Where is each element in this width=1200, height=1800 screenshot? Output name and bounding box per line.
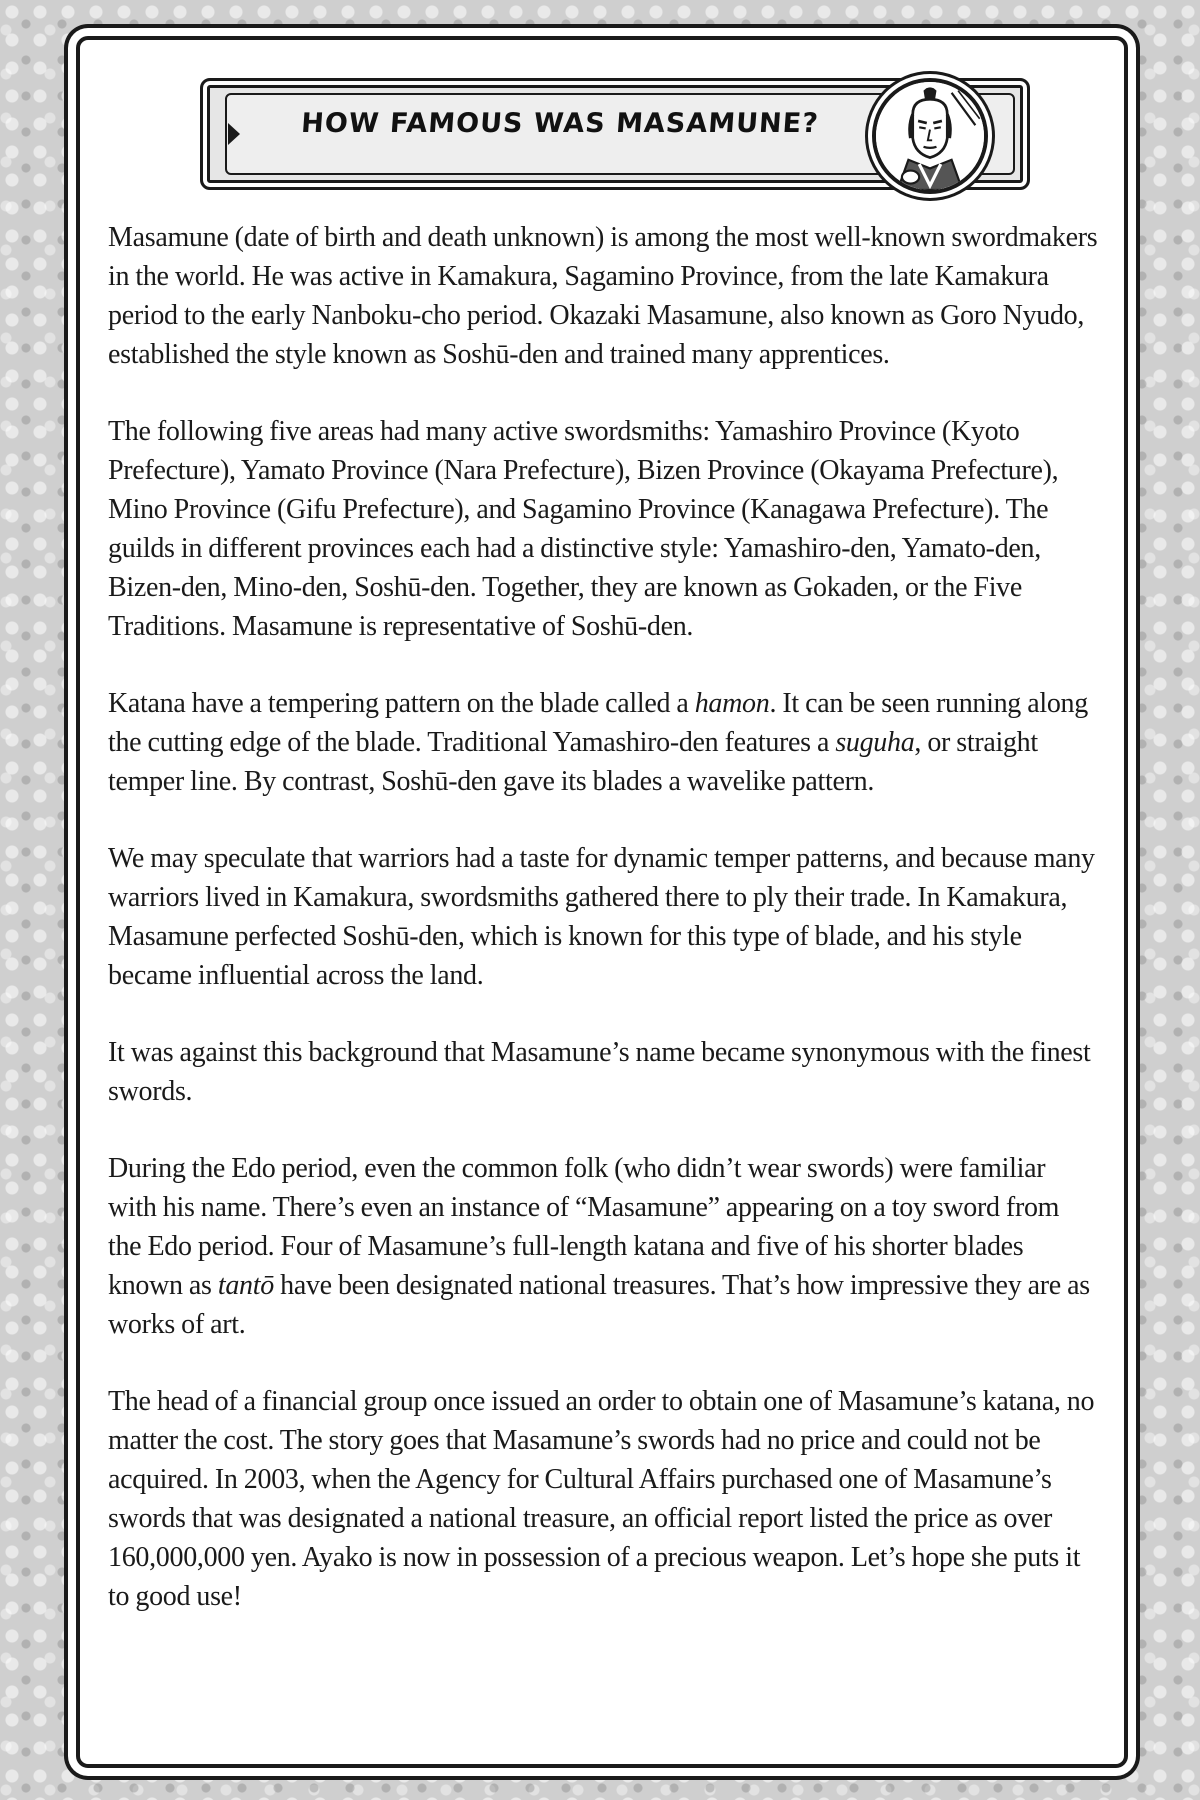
article-body [108, 218, 1098, 1654]
italic-term: tantō [217, 1270, 274, 1301]
text-segment: It was against this background that Masamune’s name became synonymous with the finest swords. [108, 1037, 1091, 1107]
text-segment: During the Edo period, even the common folk (who didn’t wear swords) were familiar with his name. There’s even an instance of “Masamune” appearing on a toy sword from the Edo period. Four of Masamune’s full-length katana and five of his shorter blades known as [108, 1153, 1060, 1301]
paragraph [108, 684, 1098, 801]
masamune-portrait-icon [872, 78, 988, 194]
text-segment: We may speculate that warriors had a taste for dynamic temper patterns, and because many warriors lived in Kamakura, swordsmiths gathered there to ply their trade. In Kamakura, Masamune perfected Soshū-den, which is known for this type of blade, and his style became influential across the land. [108, 843, 1095, 991]
italic-term: hamon [694, 688, 770, 719]
italic-term: suguha [835, 727, 915, 758]
paragraph [108, 1149, 1098, 1344]
page-title: HOW FAMOUS WAS MASAMUNE? [300, 108, 820, 139]
text-segment: Masamune (date of birth and death unknown) is among the most well-known swordmakers in the world. He was active in Kamakura, Sagamino Province, from the late Kamakura period to the early Nanboku-cho period. Okazaki Masamune, also known as Goro Nyudo, established the style known as Soshū-den and trained many apprentices. [108, 222, 1098, 370]
text-segment: . It can be seen running along the cutting edge of the blade. Traditional Yamashiro-den features a [108, 688, 1088, 758]
text-segment: Katana have a tempering pattern on the blade called a [108, 688, 695, 719]
text-segment: The following five areas had many active swordsmiths: Yamashiro Province (Kyoto Prefecture), Yamato Province (Nara Prefecture), Bizen Province (Okayama Prefecture), Mino Province (Gifu Prefecture), and Sagamino Province (Kanagawa Prefecture). The guilds in different provinces each had a distinctive style: Yamashiro-den, Yamato-den, Bizen-den, Mino-den, Soshū-den. Together, they are known as Gokaden, or the Five Traditions. Masamune is representative of Soshū-den. [108, 416, 1059, 642]
paragraph [108, 1033, 1098, 1111]
paragraph [108, 412, 1098, 646]
paragraph [108, 218, 1098, 374]
text-segment: , or straight temper line. By contrast, Soshū-den gave its blades a wavelike pattern. [108, 727, 1038, 797]
portrait-drawing [876, 82, 984, 190]
text-segment: have been designated national treasures. That’s how impressive they are as works of art. [108, 1270, 1090, 1340]
play-arrow-icon [228, 123, 240, 145]
text-segment: The head of a financial group once issued an order to obtain one of Masamune’s katana, no matter the cost. The story goes that Masamune’s swords had no price and could not be acquired. In 2003, when the Agency for Cultural Affairs purchased one of Masamune’s swords that was designated a national treasure, an official report listed the price as over 160,000,000 yen. Ayako is now in possession of a precious weapon. Let’s hope she puts it to good use! [108, 1386, 1095, 1612]
paragraph [108, 839, 1098, 995]
paragraph [108, 1382, 1098, 1616]
